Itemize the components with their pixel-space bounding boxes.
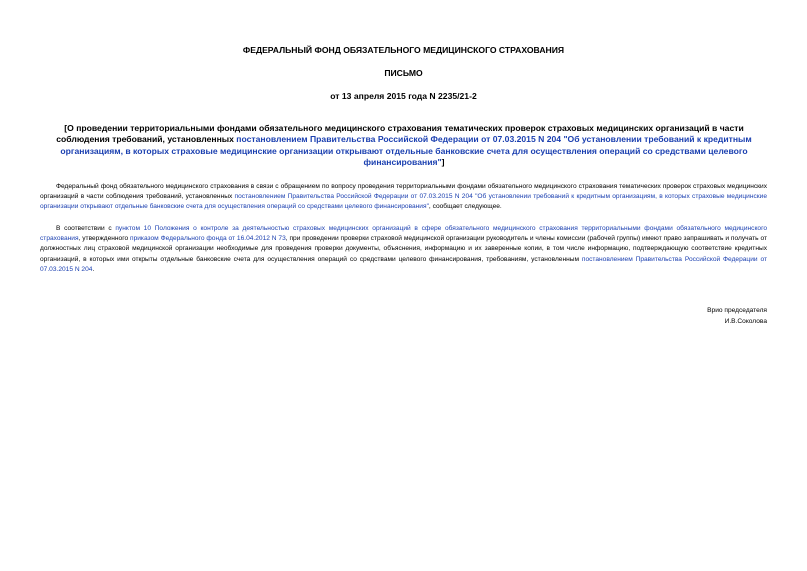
signature-position: Врио председателя (707, 307, 767, 314)
organization-title: ФЕДЕРАЛЬНЫЙ ФОНД ОБЯЗАТЕЛЬНОГО МЕДИЦИНСКОГО СТРАХОВАНИЯ (242, 45, 565, 55)
paragraph-main (40, 224, 767, 275)
fund-order-link[interactable]: приказом Федерального фонда от 16.04.2012 N 73 (130, 235, 286, 243)
signature-name: И.В.Соколова (724, 318, 767, 325)
paragraph-intro-decree-link[interactable]: постановлением Правительства Российской Федерации от 07.03.2015 N 204 "Об установлении требований к кредитным организациям, в которых страховые медицинские организации открывают отдельные банковские счета для осуществления операций со средствами целевого финансирования" (40, 193, 767, 211)
subject-text-end: ] (441, 156, 445, 167)
government-decree-link[interactable]: постановлением Правительства Российской Федерации от 07.03.2015 N 204 (40, 255, 767, 273)
subject-decree-link[interactable]: постановлением Правительства Российской Федерации от 07.03.2015 N 204 "Об установлении требований к кредитным организациям, в которых страховые медицинские организации открывают отдельные банковские счета для осуществления операций со средствами целевого финансирования" (60, 134, 752, 167)
paragraph-intro-text-end: , сообщает следующее. (428, 203, 502, 211)
paragraph-main-text-2: , утвержденного (78, 235, 131, 243)
paragraph-main-text-end: . (92, 265, 95, 273)
paragraph-intro-text: Федеральный фонд обязательного медицинского страхования в связи с обращением по вопросу проведения территориальными фондами обязательного медицинского страхования тематических проверок страховых медицинских организаций в части соблюдения требований, установленных (40, 183, 767, 201)
subject-text: [О проведении территориальными фондами обязательного медицинского страхования тематических проверок страховых медицинских организаций в части соблюдения требований, установленных (56, 123, 744, 145)
paragraph-main-text-3: , при проведении проверки страховой медицинской организации руководитель и члены комиссии (рабочей группы) имеют право запрашивать и получать от должностных лиц страховой медицинской организации необходимые для проведения проверки документы, объяснения, информацию и их заверенные копии, в том числе информацию, подтверждающую соответствие кредитных организаций, в которых ими открыты отдельные банковские счета для осуществления операций со средствами целевого финансирования, требованиям, установленным (40, 235, 767, 263)
document-subject (48, 123, 760, 168)
paragraph-intro (40, 182, 767, 213)
document-type: ПИСЬМО (384, 68, 423, 78)
document-date-number: от 13 апреля 2015 года N 2235/21-2 (330, 91, 477, 101)
regulation-point-link[interactable]: пунктом 10 Положения о контроле за деятельностью страховых медицинских организаций в сфере обязательного медицинского страхования территориальными фондами обязательного медицинского страхования (40, 225, 768, 243)
paragraph-main-text: В соответствии с (56, 225, 116, 232)
